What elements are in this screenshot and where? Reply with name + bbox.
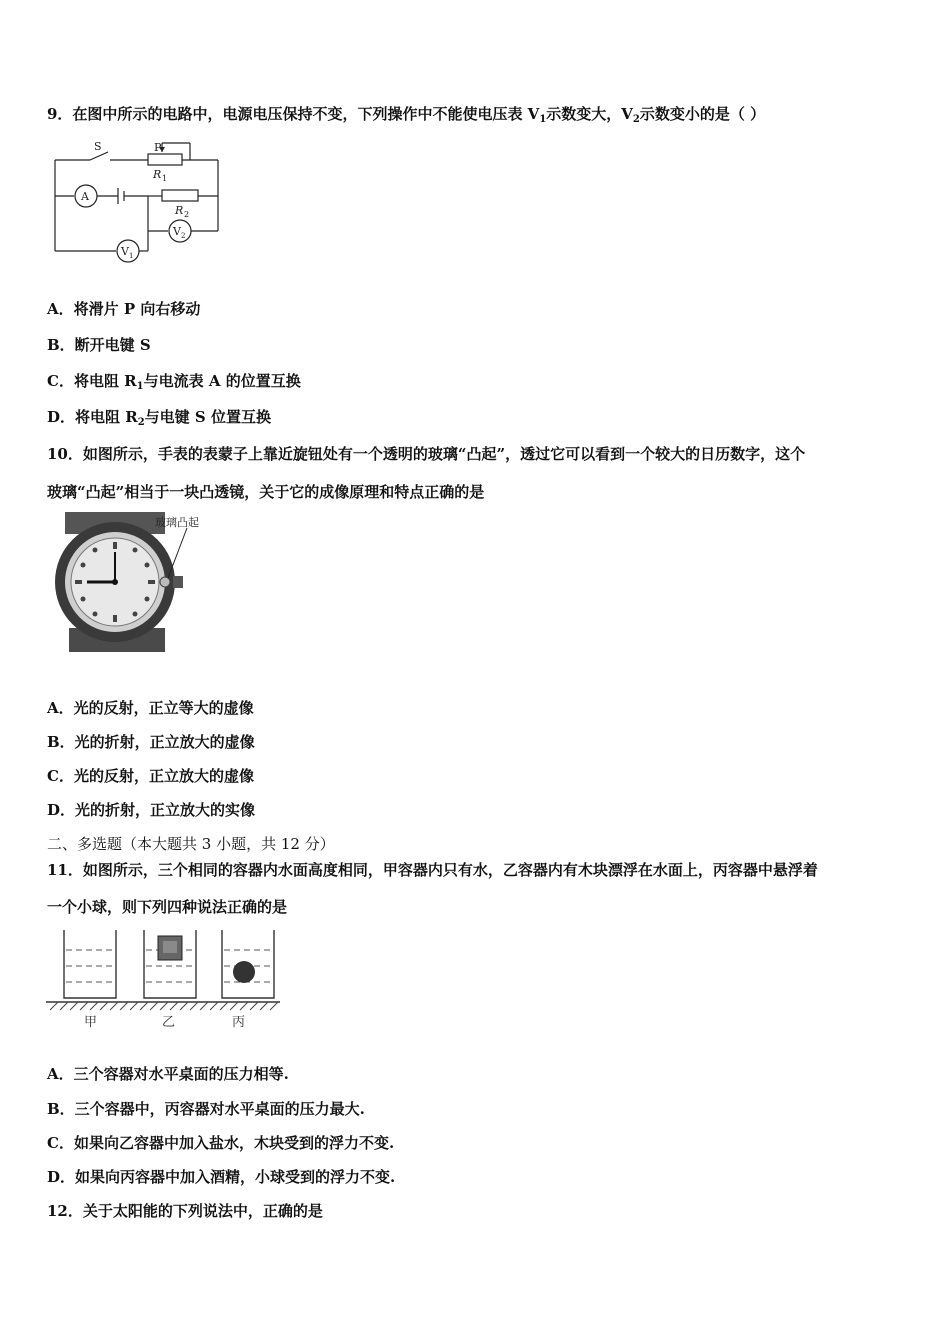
q11-stem-line2: 一个小球，则下列四种说法正确的是 — [47, 898, 288, 916]
q9-option-d[interactable]: D．将电阻 $R_2$与电键 S 位置互换 — [47, 408, 271, 428]
q10-stem-line1: 10．如图所示，手表的表蒙子上靠近旋钮处有一个透明的玻璃“凸起”，透过它可以看到一个较大的日历数字，这个 — [47, 445, 806, 463]
q11-option-d[interactable]: D．如果向丙容器中加入酒精，小球受到的浮力不变. — [47, 1168, 396, 1186]
slider-label: P — [154, 141, 162, 154]
voltmeter-v2-sub: 2 — [181, 232, 186, 240]
r1-label-sub: 1 — [162, 174, 168, 183]
q9-option-c[interactable]: C．将电阻 $R_1$与电流表 A 的位置互换 — [47, 372, 301, 392]
container-label-bing: 丙 — [232, 1015, 246, 1030]
q11-option-c[interactable]: C．如果向乙容器中加入盐水，木块受到的浮力不变. — [47, 1134, 395, 1152]
q10-option-d[interactable]: D．光的折射，正立放大的实像 — [47, 801, 256, 819]
ammeter-label: A — [81, 190, 89, 203]
q10-stem-line2: 玻璃“凸起”相当于一块凸透镜，关于它的成像原理和特点正确的是 — [47, 483, 485, 501]
q10-option-b[interactable]: B．光的折射，正立放大的虚像 — [47, 733, 255, 751]
r2-label: R — [175, 204, 184, 217]
q10-option-c[interactable]: C．光的反射，正立放大的虚像 — [47, 767, 254, 785]
q10-option-a[interactable]: A．光的反射，正立等大的虚像 — [47, 699, 254, 717]
r1-label: R — [153, 168, 162, 181]
r2-label-sub: 2 — [184, 210, 190, 219]
q12-stem: 12．关于太阳能的下列说法中，正确的是 — [47, 1202, 323, 1220]
switch-label: S — [94, 140, 102, 153]
q9-stem: 9．在图中所示的电路中，电源电压保持不变，下列操作中不能使电压表 $V_1$示数变大，$V_2$示数变小的是（ ） — [47, 105, 766, 125]
q11-containers-diagram — [44, 926, 284, 1032]
container-label-jia: 甲 — [84, 1015, 98, 1030]
q10-watch-image — [47, 510, 217, 652]
q11-stem-line1: 11．如图所示，三个相同的容器内水面高度相同，甲容器内只有水，乙容器内有木块漂浮在水面上，丙容器中悬浮着 — [47, 861, 818, 879]
voltmeter-v1-sub: 1 — [129, 252, 134, 260]
container-label-yi: 乙 — [162, 1015, 176, 1030]
q11-option-b[interactable]: B．三个容器中，丙容器对水平桌面的压力最大. — [47, 1100, 365, 1118]
glass-bump-label: 玻璃凸起 — [155, 516, 199, 529]
q11-option-a[interactable]: A．三个容器对水平桌面的压力相等. — [47, 1065, 289, 1083]
q9-circuit-diagram — [50, 138, 225, 263]
q9-option-b[interactable]: B．断开电键 S — [47, 336, 151, 354]
q9-option-a[interactable]: A．将滑片 P 向右移动 — [47, 300, 201, 318]
voltmeter-v1-label: V — [121, 245, 129, 258]
section-heading: 二、多选题（本大题共 3 小题，共 12 分） — [47, 835, 335, 853]
voltmeter-v2-label: V — [173, 225, 181, 238]
